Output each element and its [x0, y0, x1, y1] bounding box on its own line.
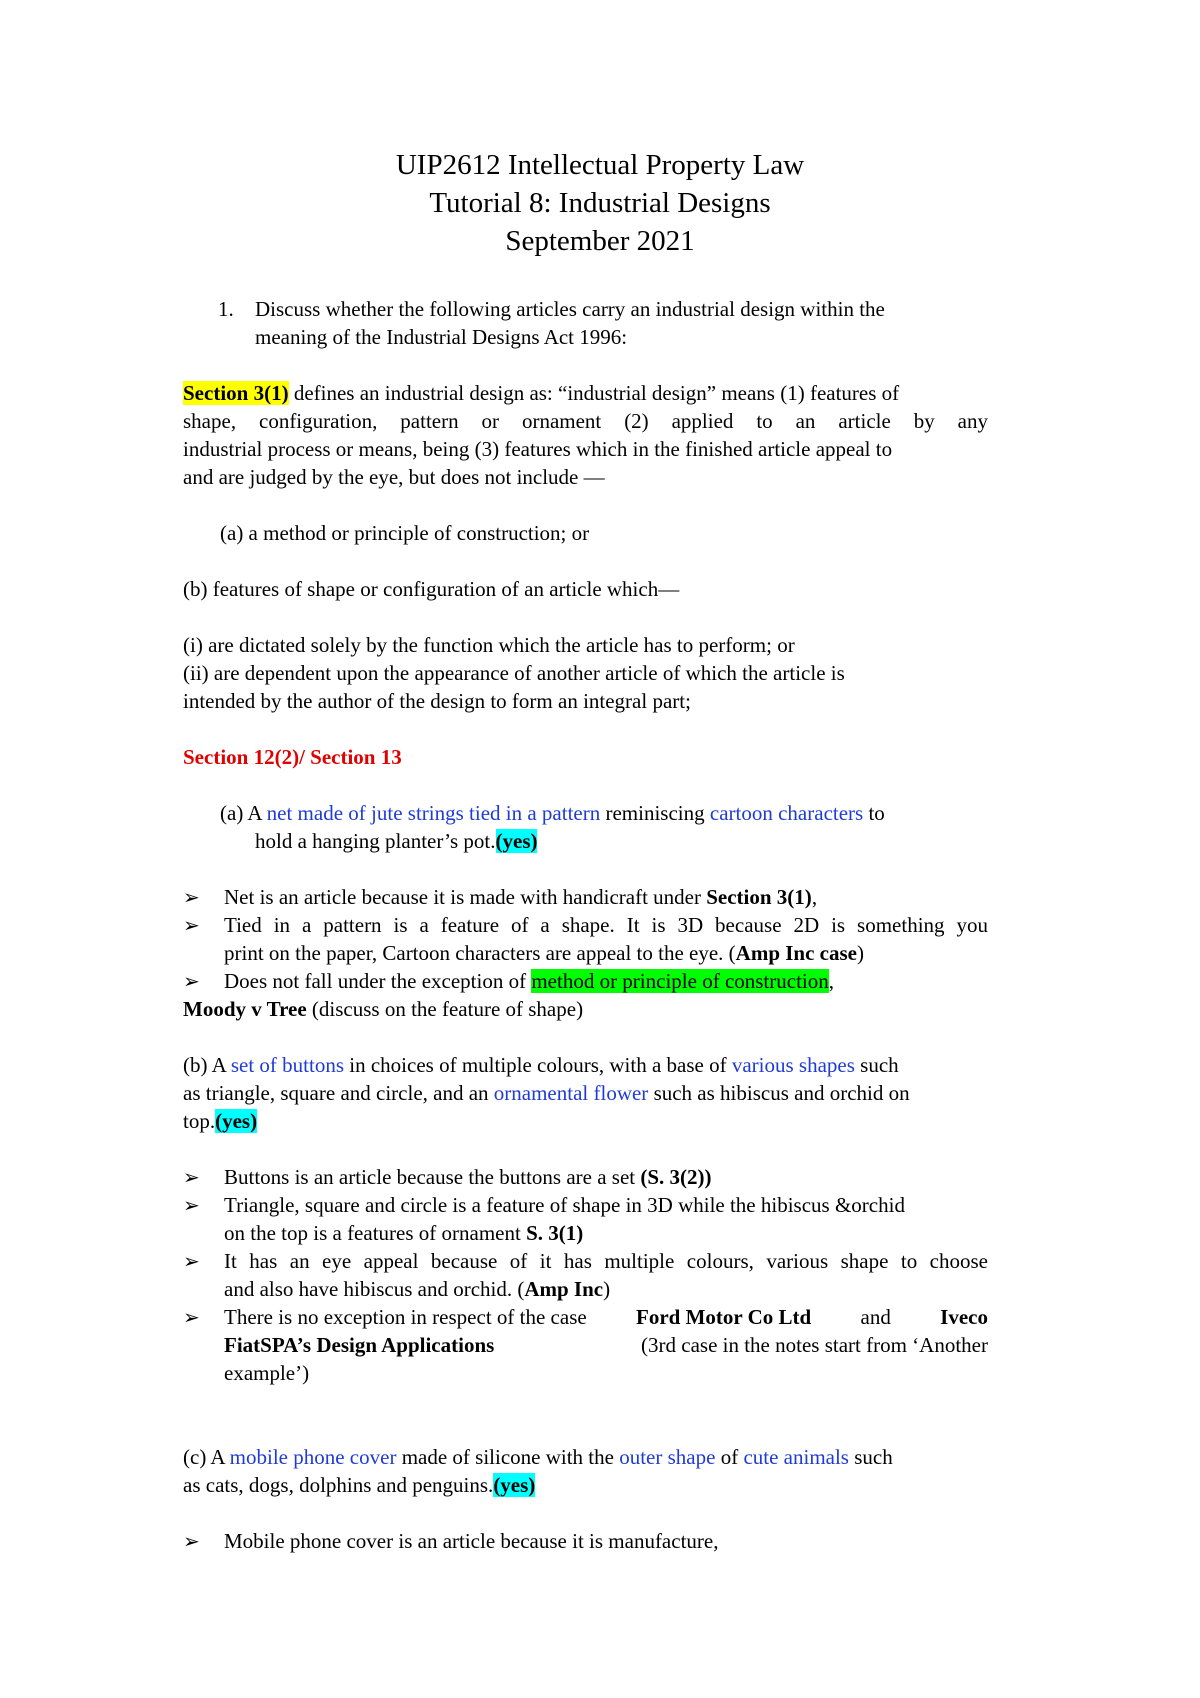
arrow-bullet-icon: ➢ [183, 1529, 200, 1553]
section-3-line-4: and are judged by the eye, but does not include — [183, 465, 605, 489]
question-line-2: meaning of the Industrial Designs Act 1996: [255, 325, 628, 349]
answer-badge: (yes) [493, 1473, 536, 1497]
question-c-line-1: (c) A mobile phone cover made of silicone with the outer shape of cute animals such [183, 1445, 893, 1469]
exclusion-ii-line-2: intended by the author of the design to form an integral part; [183, 689, 691, 713]
highlight-net: net made of jute strings tied in a pattern [266, 801, 601, 825]
section-3-label: Section 3(1) [183, 381, 289, 405]
qb-bullet-3-line-1: It has an eye appeal because of it has multiple colours, various shape to choose [224, 1249, 988, 1273]
answer-badge: (yes) [495, 829, 538, 853]
arrow-bullet-icon: ➢ [183, 1305, 200, 1329]
question-c-line-2: as cats, dogs, dolphins and penguins.(yes) [183, 1473, 536, 1497]
green-highlight: method or principle of construction [531, 969, 829, 993]
qb-bullet-4-line-3: example’) [224, 1361, 310, 1385]
question-a-line-2: hold a hanging planter’s pot.(yes) [255, 829, 538, 853]
arrow-bullet-icon: ➢ [183, 885, 200, 909]
qa-bullet-1: Net is an article because it is made with handicraft under Section 3(1), [224, 885, 818, 909]
exclusion-i: (i) are dictated solely by the function which the article has to perform; or [183, 633, 795, 657]
exclusion-b: (b) features of shape or configuration of an article which— [183, 577, 680, 601]
question-b-line-1: (b) A set of buttons in choices of multiple colours, with a base of various shapes such [183, 1053, 899, 1077]
qa-bullet-2-line-1: Tied in a pattern is a feature of a shape. It is 3D because 2D is something you [224, 913, 988, 937]
qc-bullet-1: Mobile phone cover is an article because it is manufacture, [224, 1529, 719, 1553]
qb-bullet-4-line-1: There is no exception in respect of the case Ford Motor Co Ltd and Iveco [224, 1305, 988, 1329]
highlight-cartoon: cartoon characters [709, 801, 864, 825]
arrow-bullet-icon: ➢ [183, 969, 200, 993]
section-12-heading: Section 12(2)/ Section 13 [183, 745, 402, 769]
exclusion-ii-line-1: (ii) are dependent upon the appearance of another article of which the article is [183, 661, 845, 685]
arrow-bullet-icon: ➢ [183, 1193, 200, 1217]
section-3-line-3: industrial process or means, being (3) features which in the finished article appeal to [183, 437, 893, 461]
moody-v-tree-line: Moody v Tree (discuss on the feature of shape) [183, 997, 584, 1021]
question-number: 1. [218, 297, 234, 321]
section-3-line-2: shape, configuration, pattern or ornament (2) applied to an article by any [183, 409, 988, 433]
qb-bullet-2-line-2: on the top is a features of ornament S. 3(1) [224, 1221, 584, 1245]
arrow-bullet-icon: ➢ [183, 1249, 200, 1273]
qb-bullet-3-line-2: and also have hibiscus and orchid. (Amp Inc) [224, 1277, 611, 1301]
qb-bullet-1: Buttons is an article because the buttons are a set (S. 3(2)) [224, 1165, 712, 1189]
question-b-line-2: as triangle, square and circle, and an ornamental flower such as hibiscus and orchid on [183, 1081, 910, 1105]
qb-bullet-4-line-2: FiatSPA’s Design Applications (3rd case in the notes start from ‘Another [224, 1333, 988, 1357]
exclusion-a: (a) a method or principle of construction; or [220, 521, 590, 545]
question-line-1: Discuss whether the following articles carry an industrial design within the [255, 297, 885, 321]
qb-bullet-2-line-1: Triangle, square and circle is a feature of shape in 3D while the hibiscus &orchid [224, 1193, 905, 1217]
question-b-line-3: top.(yes) [183, 1109, 258, 1133]
arrow-bullet-icon: ➢ [183, 1165, 200, 1189]
question-a-line-1: (a) A net made of jute strings tied in a pattern reminiscing cartoon characters to [220, 801, 885, 825]
date-title: September 2021 [505, 225, 695, 257]
qa-bullet-3: Does not fall under the exception of method or principle of construction, [224, 969, 835, 993]
tutorial-title: Tutorial 8: Industrial Designs [429, 187, 771, 219]
section-3-line-1: Section 3(1) defines an industrial design as: “industrial design” means (1) features of [183, 381, 900, 405]
qa-bullet-2-line-2: print on the paper, Cartoon characters are appeal to the eye. (Amp Inc case) [224, 941, 864, 965]
course-title: UIP2612 Intellectual Property Law [395, 149, 805, 181]
answer-badge: (yes) [215, 1109, 258, 1133]
arrow-bullet-icon: ➢ [183, 913, 200, 937]
